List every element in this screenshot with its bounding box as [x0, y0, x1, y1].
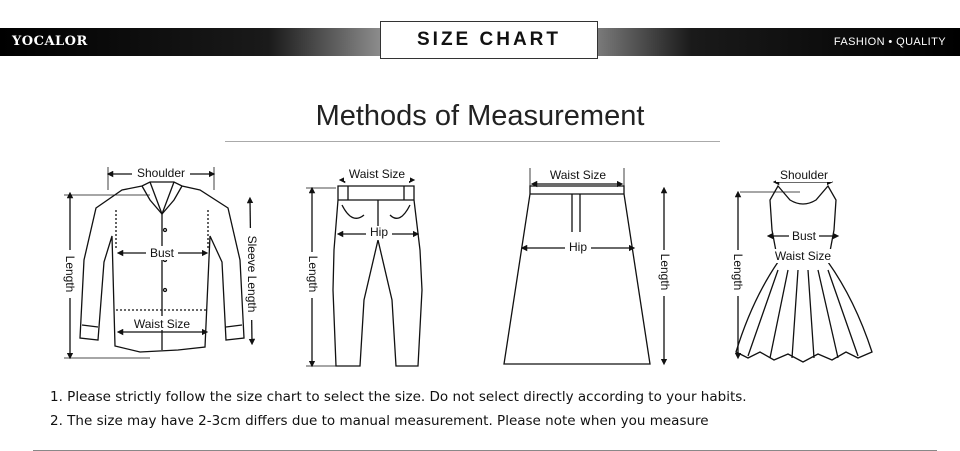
- shirt-bust-label: Bust: [149, 246, 175, 260]
- dress-waist-label: Waist Size: [774, 249, 832, 263]
- dress-length-label: Length: [731, 253, 745, 291]
- pants-waist-label: Waist Size: [348, 167, 406, 181]
- note-item: 2. The size may have 2-3cm differs due to manual measurement. Please note when you measure: [50, 413, 709, 429]
- skirt-hip-label: Hip: [568, 240, 588, 254]
- shirt-length-label: Length: [63, 255, 77, 293]
- pants-hip-label: Hip: [369, 225, 389, 239]
- dress-shoulder-label: Shoulder: [779, 168, 829, 182]
- skirt-diagram: [504, 168, 664, 364]
- dress-bust-label: Bust: [791, 229, 817, 243]
- brand-tagline: FASHION • QUALITY: [833, 36, 946, 48]
- skirt-length-label: Length: [658, 253, 672, 291]
- shirt-waist-label: Waist Size: [133, 317, 191, 331]
- page-title: SIZE CHART: [380, 21, 598, 59]
- pants-diagram: [306, 180, 422, 366]
- skirt-waist-label: Waist Size: [549, 168, 607, 182]
- dress-outline: [736, 186, 872, 362]
- brand-logo: YOCALOR: [12, 34, 88, 49]
- dress-diagram: [736, 182, 872, 362]
- pants-length-label: Length: [306, 255, 320, 293]
- title-divider: [225, 141, 720, 142]
- shirt-shoulder-label: Shoulder: [136, 166, 186, 180]
- skirt-outline: [504, 186, 650, 364]
- note-item: 1. Please strictly follow the size chart to select the size. Do not select directly according to your habits.: [50, 389, 747, 405]
- section-title: Methods of Measurement: [315, 100, 645, 132]
- measurement-diagrams: [0, 150, 960, 380]
- shirt-sleeve-label: Sleeve Length: [245, 235, 259, 313]
- measurement-notes: [50, 388, 747, 436]
